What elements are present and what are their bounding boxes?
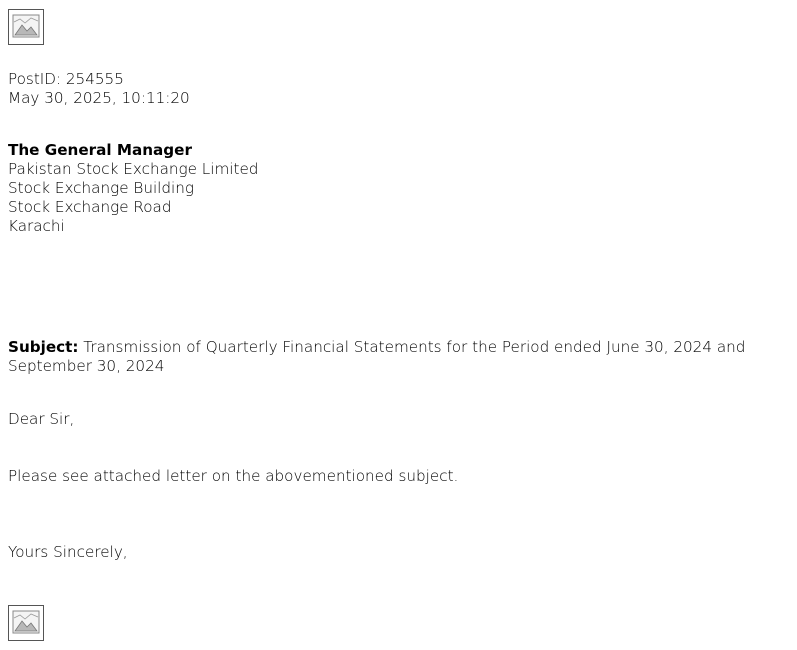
broken-image-icon: [12, 609, 40, 637]
subject-text: Transmission of Quarterly Financial Statements for the Period ended June 30, 2024 and September 30, 2024: [8, 338, 746, 375]
recipient-org: Pakistan Stock Exchange Limited: [8, 160, 259, 178]
recipient-city: Karachi: [8, 217, 65, 235]
header-image: [8, 9, 44, 45]
broken-image-icon: [12, 13, 40, 41]
recipient-building: Stock Exchange Building: [8, 179, 194, 197]
salutation: Dear Sir,: [8, 410, 75, 428]
message: Please see attached letter on the abovementioned subject.: [8, 467, 459, 485]
recipient-title-text: The General Manager: [8, 141, 192, 159]
signature-image: [8, 605, 44, 641]
closing: Yours Sincerely,: [8, 543, 128, 561]
subject-line: [8, 338, 783, 376]
subject-label: Subject:: [8, 338, 79, 356]
post-timestamp: May 30, 2025, 10:11:20: [8, 89, 190, 107]
recipient-road: Stock Exchange Road: [8, 198, 172, 216]
post-id: PostID: 254555: [8, 70, 124, 88]
recipient-title: [8, 141, 192, 160]
